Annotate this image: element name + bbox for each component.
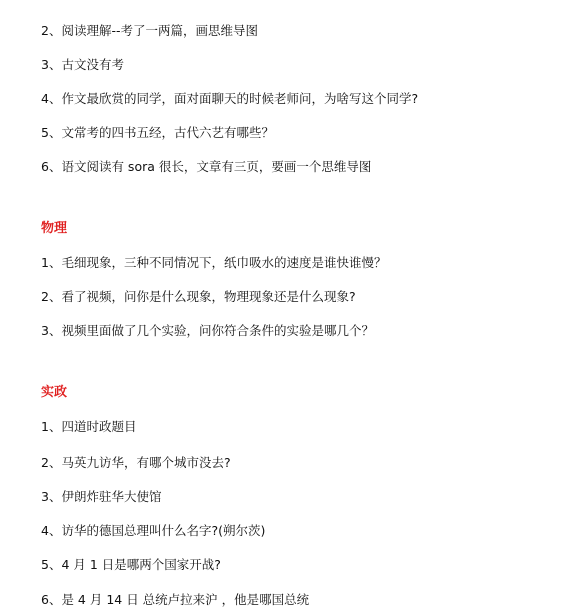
section-heading-politics: 实政	[41, 385, 68, 400]
list-item: 6、语文阅读有 sora 很长，文章有三页，要画一个思维导图	[41, 159, 372, 174]
list-item: 3、视频里面做了几个实验，问你符合条件的实验是哪几个？	[41, 323, 374, 338]
list-item: 3、古文没有考	[41, 57, 124, 72]
list-item: 5、4 月 1 日是哪两个国家开战?	[41, 557, 221, 572]
list-item: 6、是 4 月 14 日 总统卢拉来沪 ，他是哪国总统	[41, 592, 310, 607]
list-item: 1、四道时政题目	[41, 419, 137, 434]
list-item: 2、看了视频，问你是什么现象，物理现象还是什么现象?	[41, 289, 356, 304]
list-item: 5、文常考的四书五经，古代六艺有哪些？	[41, 125, 274, 140]
list-item: 2、马英九访华，有哪个城市没去?	[41, 455, 231, 470]
list-item: 4、访华的德国总理叫什么名字?(朔尔茨)	[41, 523, 266, 538]
list-item: 2、阅读理解--考了一两篇，画思维导图	[41, 23, 258, 38]
section-heading-physics: 物理	[41, 221, 68, 236]
list-item: 1、毛细现象，三种不同情况下，纸巾吸水的速度是谁快谁慢？	[41, 255, 387, 270]
list-item: 4、作文最欣赏的同学，面对面聊天的时候老师问，为啥写这个同学?	[41, 91, 419, 106]
list-item: 3、伊朗炸驻华大使馆	[41, 489, 162, 504]
